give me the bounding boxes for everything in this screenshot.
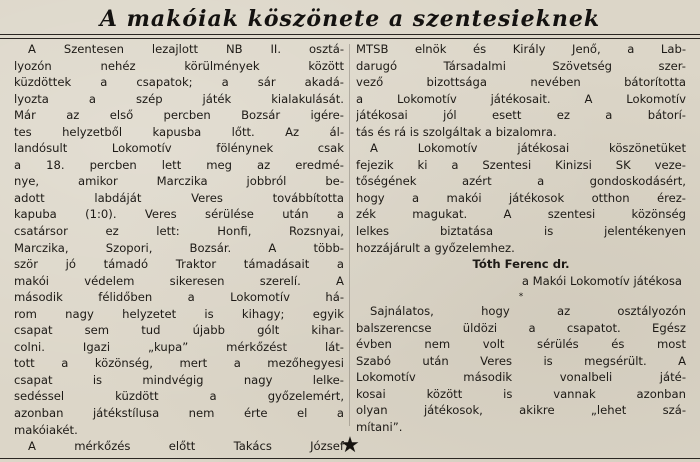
text-line: fejezik ki a Szentesi Kinizsi SK veze- [356,157,686,172]
text-line: játékosai jól esett ez a bátorí- [356,108,686,123]
text-line: csatársor ez lett: Honfi, Rozsnyai, [14,224,344,239]
text-line: a 18. percben lett meg az eredmé- [14,157,344,172]
section-separator-star-icon: * [518,292,524,303]
text-line: kosai között is vannak azonban [356,386,686,401]
signature-title: a Makói Lokomotív játékosa [521,273,682,288]
headline-rule [0,34,700,35]
text-line: csapat is mindvégig nagy lelke- [14,372,344,387]
text-line: azonban játékstílusa nem érte el a [14,406,344,421]
text-line: Lokomotív második vonalbeli játé- [356,370,686,385]
text-line: hogy a makói játékosok otthon érez- [356,190,686,205]
text-line: A mérkőzés előtt Takács József [28,439,344,454]
text-line: mítani”. [356,420,403,435]
text-line: makóiakét. [14,422,78,437]
text-line: A Szentesen lezajlott NB II. osztá- [28,42,344,56]
text-line: hozzájárult a győzelemhez. [356,240,515,255]
text-line: MTSB elnök és Király Jenő, a Lab- [356,42,686,56]
text-line: lelkes biztatása is jelentékenyen [356,224,686,239]
text-line: Már az első percben Bozsár igére- [14,108,344,123]
headline-rule-thin [0,38,700,39]
text-line: adott labdáját Veres továbbította [14,190,344,205]
article-headline: A makóiak köszönete a szentesieknek [99,6,601,32]
text-line: makói védelem sikeresen szerelí. A [14,273,344,288]
text-line: lyozón nehéz körülmények között [14,58,344,73]
text-line: sedéssel küzdött a győzelemért, [14,389,344,404]
text-line: A Lokomotív játékosai köszönetüket [370,141,686,156]
bottom-star-icon: ★ [340,433,360,458]
text-line: csapat sem tud újabb gólt kihar- [14,323,344,338]
text-line: tőségének azért a gondoskodásért, [356,174,686,189]
text-line: Szabó után Veres is megsérült. A [356,353,686,368]
left-column [14,41,344,455]
text-line: küzdöttek a csapatok; a sár akadá- [14,75,344,90]
bottom-rule [0,458,700,459]
text-line: landósult Lokomotív fölénynek csak [14,141,344,156]
right-column [356,41,686,436]
text-line: második félidőben a Lokomotív há- [14,290,344,305]
text-line: tott a közönség, mert a mezőhegyesi [14,356,344,371]
text-line: évben nem volt sérülés és most [356,337,686,352]
right-column-part2 [356,303,686,435]
text-line: nye, amikor Marczika jobbról be- [14,174,344,189]
text-line: lyozta a szép játék kialakulását. [14,91,344,106]
text-line: zék magukat. A szentesi közönség [356,207,686,222]
text-line: balszerencse üldözi a csapatot. Egész [356,320,686,335]
signature-name: Tóth Ferenc dr. [472,257,570,272]
text-line: kapuba (1:0). Veres sérülése után a [14,207,344,222]
right-column-part1 [356,41,686,256]
text-line: Sajnálatos, hogy az osztályozón [370,304,686,319]
column-divider [349,44,350,426]
text-line: vező bizottsága nevében bátorította [356,75,686,90]
text-line: Marczika, Szopori, Bozsár. A több- [14,240,344,255]
text-line: tes helyzetből kapusba lőtt. Az ál- [14,124,344,139]
text-line: tás és rá is szolgáltak a bizalomra. [356,124,557,139]
text-line: colni. Igazi „kupa” mérkőzést lát- [14,339,344,354]
text-line: a Lokomotív játékosait. A Lokomotív [356,91,686,106]
text-line: olyan játékosok, akikre „lehet szá- [356,403,686,418]
text-line: darugó Társadalmi Szövetség szer- [356,58,686,73]
text-line: ször jó támadó Traktor támadásait a [14,257,344,272]
text-line: rom nagy helyzetet is kihagy; egyik [14,306,344,321]
